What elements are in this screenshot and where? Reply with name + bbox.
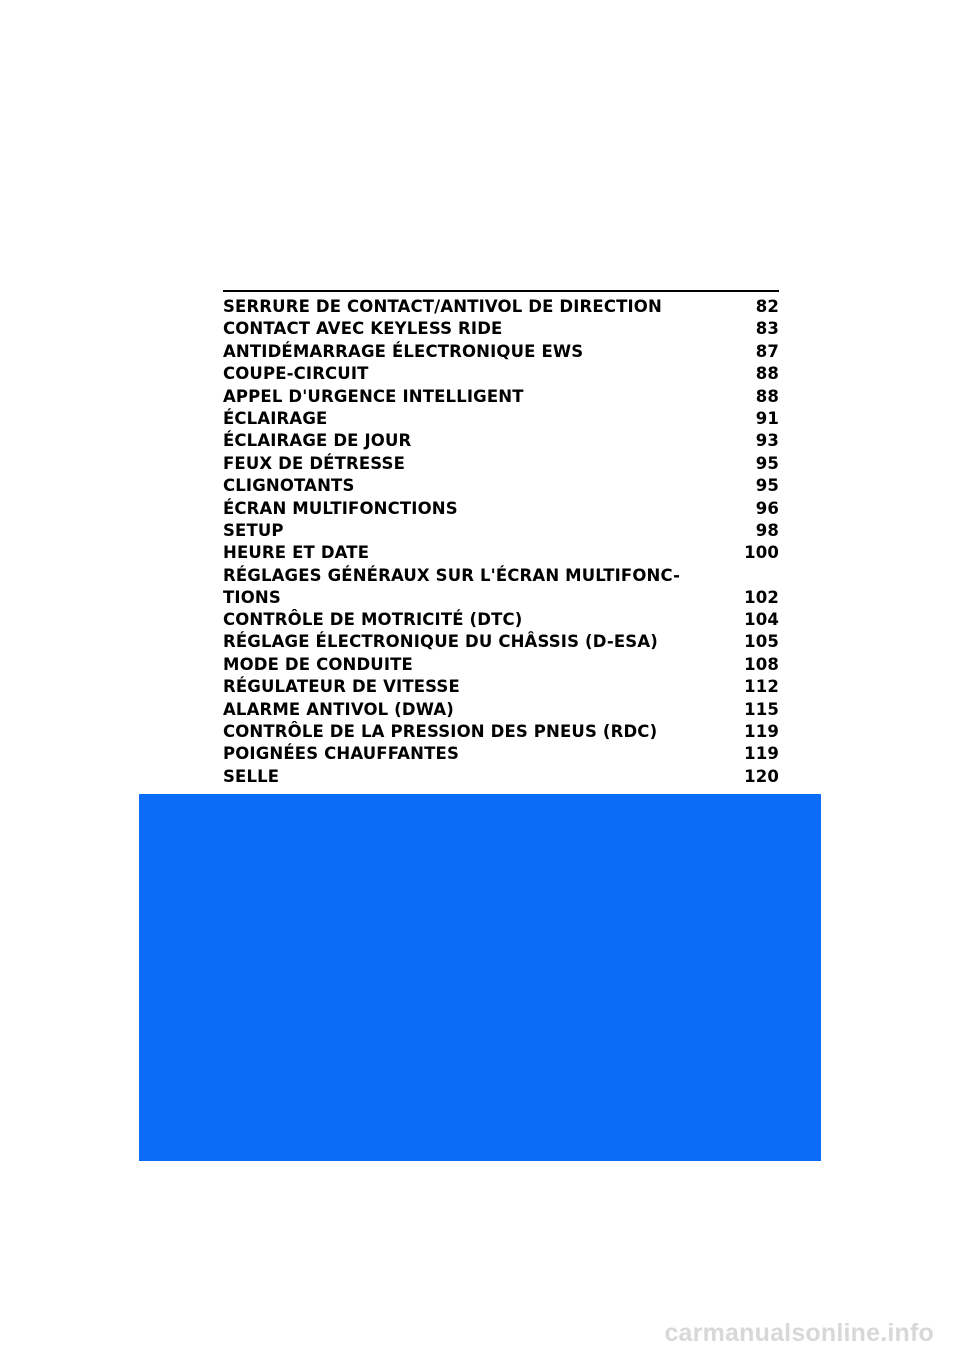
toc-entry-title: SETUP	[223, 520, 284, 540]
toc-entry-title: RÉGLAGES GÉNÉRAUX SUR L'ÉCRAN MULTIFONC- TIONS	[223, 565, 681, 607]
toc-entry-page: 112	[744, 677, 779, 697]
toc-entry	[223, 609, 779, 631]
toc-entry-title: ALARME ANTIVOL (DWA)	[223, 699, 454, 719]
toc-entry	[223, 408, 779, 430]
toc-entry-title: POIGNÉES CHAUFFANTES	[223, 744, 459, 764]
toc-entry-title: APPEL D'URGENCE INTELLIGENT	[223, 386, 524, 406]
toc-entry-title: SELLE	[223, 766, 280, 786]
toc-entry	[223, 721, 779, 743]
toc-entry-page: 93	[755, 431, 779, 451]
toc-entry-title: ANTIDÉMARRAGE ÉLECTRONIQUE EWS	[223, 341, 584, 361]
toc-entry	[223, 363, 779, 385]
toc-list	[223, 296, 779, 788]
toc-entry-title: FEUX DE DÉTRESSE	[223, 453, 406, 473]
toc-entry-title: ÉCLAIRAGE DE JOUR	[223, 431, 412, 451]
toc-entry-page: 82	[755, 297, 779, 316]
toc-entry	[223, 296, 779, 318]
toc-entry-page: 88	[755, 386, 779, 406]
toc-entry	[223, 453, 779, 475]
toc-entry	[223, 766, 779, 788]
toc-entry-page: 120	[744, 766, 779, 786]
toc-entry-title: MODE DE CONDUITE	[223, 654, 413, 674]
toc-entry	[223, 341, 779, 363]
table-of-contents	[223, 290, 779, 788]
toc-entry-page: 95	[755, 476, 779, 496]
watermark-text: carmanualsonline.info	[664, 1319, 934, 1347]
blue-panel	[139, 794, 821, 1161]
toc-entry-page: 83	[755, 319, 779, 339]
toc-entry-page: 105	[744, 632, 779, 652]
toc-top-rule	[223, 290, 779, 292]
toc-entry-title: ÉCLAIRAGE	[223, 408, 328, 428]
toc-entry-page: 104	[744, 610, 779, 630]
toc-entry	[223, 699, 779, 721]
toc-entry-page: 91	[755, 408, 779, 428]
toc-entry-title: HEURE ET DATE	[223, 543, 370, 563]
toc-entry-page: 88	[755, 364, 779, 384]
toc-entry-page: 96	[755, 498, 779, 518]
toc-entry-page: 87	[755, 341, 779, 361]
toc-entry	[223, 430, 779, 452]
toc-entry	[223, 654, 779, 676]
toc-entry-title: CONTRÔLE DE MOTRICITÉ (DTC)	[223, 610, 523, 630]
toc-entry	[223, 542, 779, 564]
toc-entry-page: 108	[744, 654, 779, 674]
toc-entry-title: CLIGNOTANTS	[223, 476, 355, 496]
toc-entry-title: CONTRÔLE DE LA PRESSION DES PNEUS (RDC)	[223, 722, 658, 742]
toc-entry-page: 98	[755, 520, 779, 540]
toc-entry	[223, 475, 779, 497]
toc-entry-page: 119	[744, 744, 779, 764]
toc-entry-title: ÉCRAN MULTIFONCTIONS	[223, 498, 458, 518]
toc-entry	[223, 318, 779, 340]
toc-entry-title: RÉGULATEUR DE VITESSE	[223, 677, 460, 697]
toc-entry	[223, 498, 779, 520]
toc-entry-page: 119	[744, 722, 779, 742]
toc-entry-page: 115	[744, 699, 779, 719]
toc-entry-title: CONTACT AVEC KEYLESS RIDE	[223, 319, 503, 339]
toc-entry-page: 95	[755, 453, 779, 473]
toc-entry-page: 100	[744, 543, 779, 563]
toc-entry-page: 102	[744, 587, 779, 607]
toc-entry	[223, 676, 779, 698]
toc-entry	[223, 520, 779, 542]
toc-entry-title: RÉGLAGE ÉLECTRONIQUE DU CHÂSSIS (D-ESA)	[223, 632, 658, 652]
toc-entry	[223, 386, 779, 408]
toc-entry-title: COUPE-CIRCUIT	[223, 364, 369, 384]
toc-entry	[223, 631, 779, 653]
toc-entry	[223, 565, 779, 609]
toc-entry	[223, 743, 779, 765]
toc-entry-title: SERRURE DE CONTACT/ANTIVOL DE DIRECTION	[223, 297, 662, 316]
